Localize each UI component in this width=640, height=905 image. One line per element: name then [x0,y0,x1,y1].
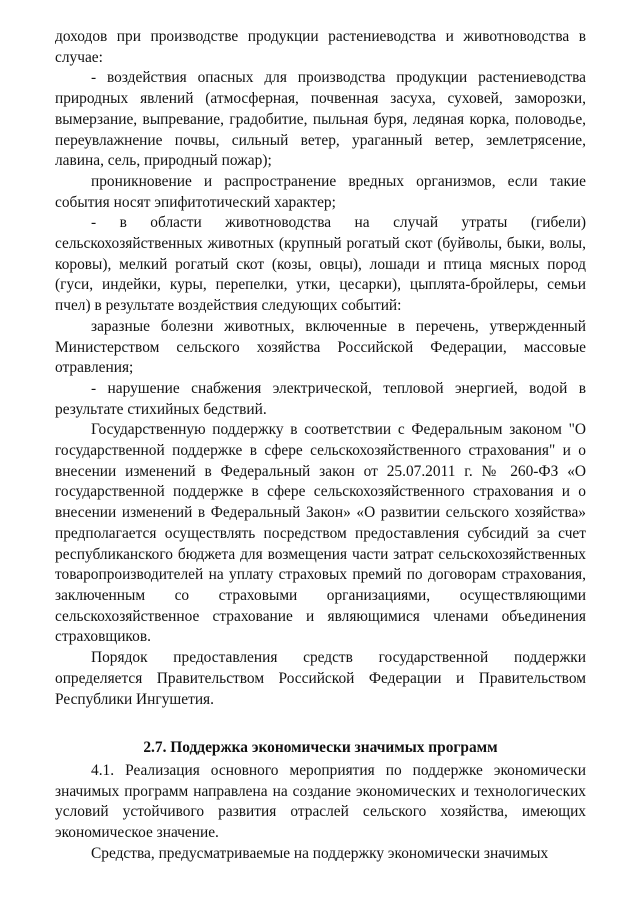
document-body [55,27,586,864]
paragraph-state-support: Государственную поддержку в соответствии с Федеральным законом "О государственной поддержке в сфере сельскохозяйственного страхования" и о внесении изменений в Федеральный закон от 25.07.2011 г. № 260-ФЗ «О государственной поддержке в сфере сельскохозяйственного страхования и о внесении изменений в Федеральный Закон» «О развитии сельского хозяйства» предполагается осуществлять посредством предоставления субсидий за счет республиканского бюджета для возмещения части затрат сельскохозяйственных товаропроизводителей на уплату страховых премий по договорам страхования, заключенным со страховыми организациями, осуществляющими сельскохозяйственное страхование и являющимися членами объединения страховщиков. [55,421,586,646]
paragraph-continuation: доходов при производстве продукции растениеводства и животноводства в случае: [55,28,586,66]
paragraph-section-funds: Средства, предусматриваемые на поддержку экономически значимых [91,844,549,862]
paragraph-pests: проникновение и распространение вредных организмов, если такие события носят эпифитотический характер; [55,172,586,211]
paragraph-procedure: Порядок предоставления средств государственной поддержки определяется Правительством Российской Федерации и Правительством Республики Ингушетия. [55,649,586,708]
paragraph-section-intro: 4.1. Реализация основного мероприятия по поддержке экономически значимых программ направлена на создание экономических и технологических условий устойчивого развития отраслей сельского хозяйства, имеющих экономическое значение. [55,761,586,842]
section-heading: 2.7. Поддержка экономически значимых программ [143,739,498,757]
paragraph-animal-diseases: заразные болезни животных, включенные в перечень, утвержденный Министерством сельского хозяйства Российской Федерации, массовые отравления; [55,317,586,377]
paragraph-energy-disruption: - нарушение снабжения электрической, тепловой энергией, водой в результате стихийных бедствий. [55,379,586,418]
paragraph-livestock: - в области животноводства на случай утраты (гибели) сельскохозяйственных животных (крупный рогатый скот (буйволы, быки, волы, коровы), мелкий рогатый скот (козы, овцы), лошади и птица мясных пород (гуси, индейки, куры, перепелки, утки, цесарки), цыплята-бройлеры, семьи пчел) в результате воздействия следующих событий: [55,214,586,315]
paragraph-natural-hazards: - воздействия опасных для производства продукции растениеводства природных явлений (атмосферная, почвенная засуха, суховей, заморозки, вымерзание, выпревание, градобитие, пыльная буря, ледяная корка, половодье, переувлажнение почвы, сильный ветер, ураганный ветер, землетрясение, лавина, сель, природный пожар); [55,69,586,170]
